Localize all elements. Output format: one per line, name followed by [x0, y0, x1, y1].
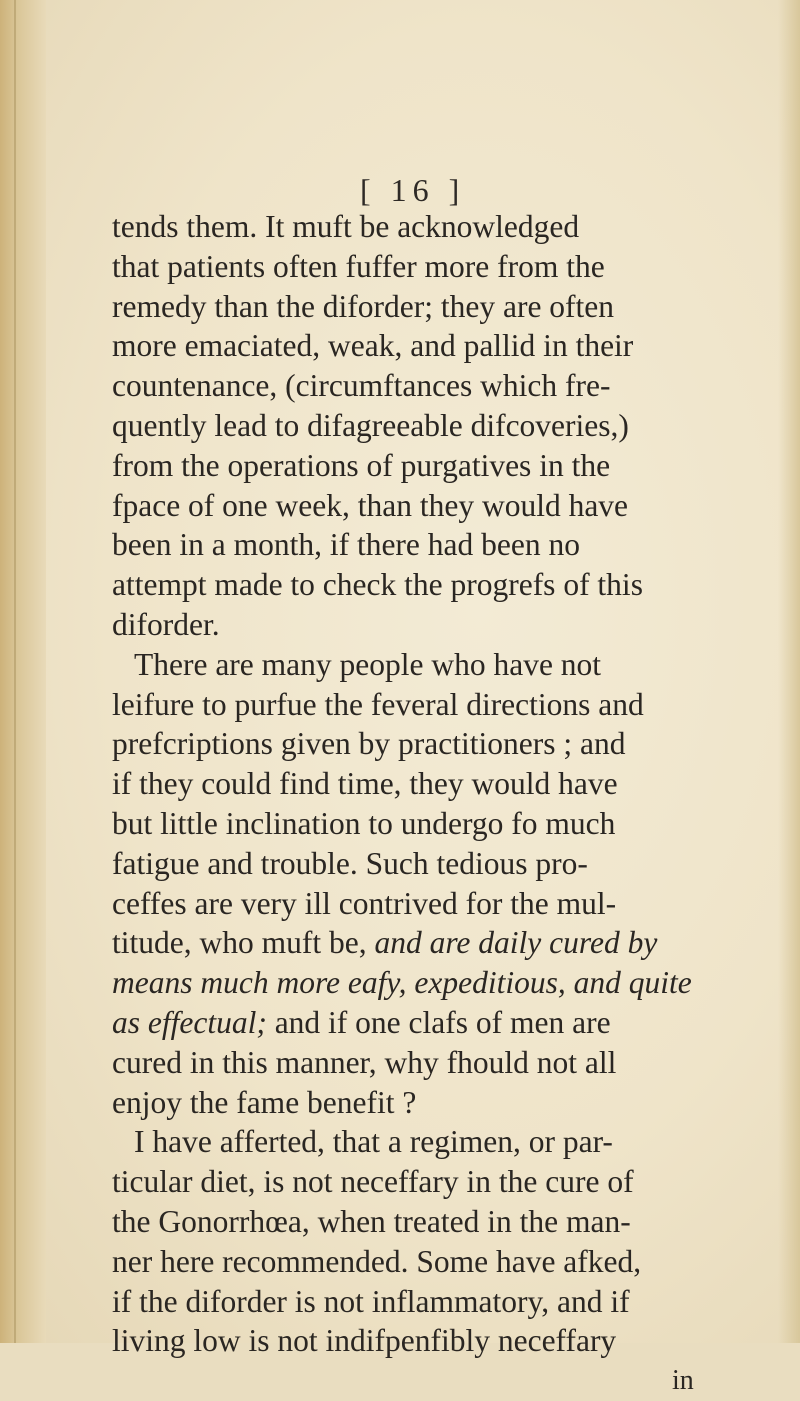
text-line-roman: countenance, (circumftances which fre-	[112, 368, 611, 404]
text-line-roman: tends them. It muft be acknowledged	[112, 209, 580, 244]
text-line-italic: means much more eafy, expeditious, and quite	[112, 965, 692, 1001]
binding-gutter	[0, 0, 46, 1343]
text-line	[112, 525, 800, 565]
text-line-roman: leifure to purfue the feveral directions and	[112, 686, 644, 722]
text-line-roman: the Gonorrhœa, when treated in the man-	[112, 1203, 631, 1239]
text-line	[112, 565, 800, 605]
text-line-italic: and are daily cured by	[374, 925, 658, 961]
text-line	[112, 1083, 800, 1123]
text-line-roman: quently lead to difagreeable difcoveries,)	[112, 407, 629, 443]
text-line-roman: if the diforder is not inflammatory, and if	[112, 1283, 630, 1319]
text-line	[112, 844, 800, 884]
text-line-roman: that patients often fuffer more from the	[112, 248, 605, 284]
text-line	[112, 1321, 800, 1361]
body-text	[112, 207, 800, 1401]
catchword: in	[672, 1365, 694, 1397]
text-line-roman: fatigue and trouble. Such tedious pro-	[112, 845, 588, 881]
text-line-roman: living low is not indifpenfibly neceffary	[112, 1323, 617, 1359]
text-line	[112, 1043, 800, 1083]
text-line-roman: fpace of one week, than they would have	[112, 487, 629, 523]
text-line	[112, 247, 800, 287]
text-line-roman: been in a month, if there had been no	[112, 527, 580, 563]
text-line-roman: prefcriptions given by practitioners ; and	[112, 726, 626, 762]
text-line	[112, 486, 800, 526]
text-line	[112, 326, 800, 366]
page-number: [ 16 ]	[360, 172, 466, 208]
text-line-roman: titude, who muft be,	[112, 925, 367, 961]
text-line-roman: ner here recommended. Some have afked,	[112, 1243, 642, 1279]
text-line-roman: ticular diet, is not neceffary in the cure of	[112, 1164, 634, 1200]
text-line	[112, 1122, 800, 1162]
text-line	[112, 724, 800, 764]
text-line	[112, 1003, 800, 1043]
text-line-roman: and if one clafs of men are	[266, 1004, 611, 1040]
text-line-roman: There are many people who have not	[134, 646, 602, 682]
text-line	[112, 1242, 800, 1282]
text-line	[112, 804, 800, 844]
binding-crease	[14, 0, 16, 1343]
text-line	[112, 207, 800, 247]
text-line-roman: more emaciated, weak, and pallid in their	[112, 328, 634, 364]
text-line	[112, 764, 800, 804]
text-line-roman: from the operations of purgatives in the	[112, 447, 611, 483]
text-line	[112, 1282, 800, 1322]
text-line-roman: I have afferted, that a regimen, or par-	[134, 1124, 613, 1160]
text-line-roman: but little inclination to undergo fo much	[112, 805, 616, 841]
text-line	[112, 963, 800, 1003]
text-line-roman: remedy than the diforder; they are often	[112, 288, 615, 324]
text-line	[112, 446, 800, 486]
text-line	[112, 645, 800, 685]
text-line	[112, 685, 800, 725]
text-line	[112, 884, 800, 924]
text-line	[112, 406, 800, 446]
text-line	[112, 1202, 800, 1242]
text-line-roman: enjoy the fame benefit ?	[112, 1084, 417, 1120]
text-line-roman: if they could find time, they would have	[112, 766, 618, 802]
text-line	[112, 366, 800, 406]
text-line-roman: ceffes are very ill contrived for the mul-	[112, 885, 617, 921]
text-line-roman: attempt made to check the progrefs of this	[112, 567, 643, 603]
text-line	[112, 605, 800, 645]
text-line	[112, 1162, 800, 1202]
text-line	[112, 923, 800, 963]
text-line	[112, 287, 800, 327]
text-line-italic: as effectual;	[112, 1004, 267, 1040]
text-line-roman: diforder.	[112, 606, 220, 642]
text-line-roman: cured in this manner, why fhould not all	[112, 1044, 617, 1080]
